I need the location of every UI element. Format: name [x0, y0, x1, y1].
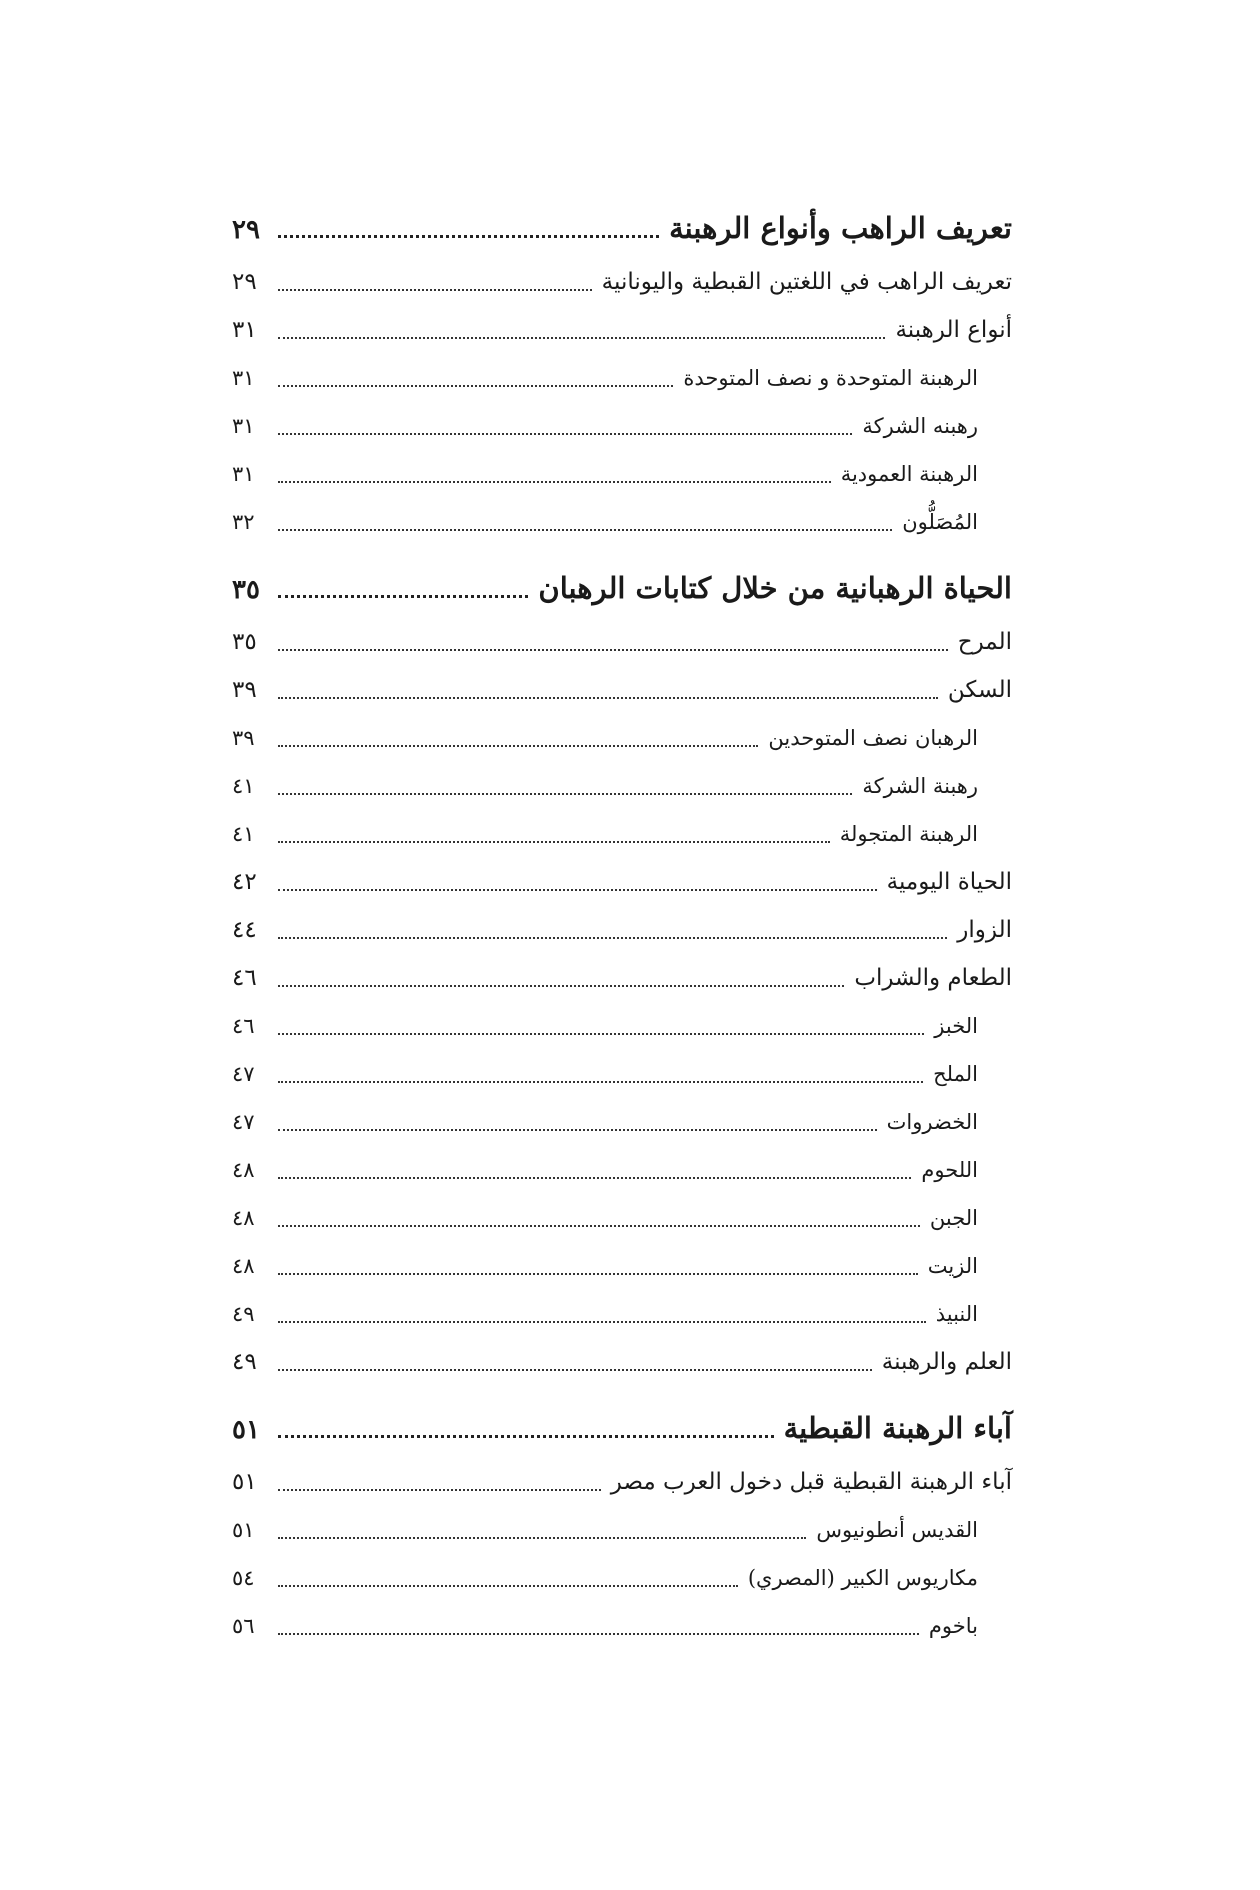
toc-entry-page-number: ٣٥: [232, 629, 257, 655]
toc-subentry: [232, 498, 1012, 546]
toc-subentry-title: اللحوم: [921, 1158, 978, 1182]
dot-leader: [278, 1435, 774, 1438]
toc-entry: [232, 306, 1012, 354]
toc-subentry: [232, 1146, 1012, 1194]
toc-subentry: [232, 1506, 1012, 1554]
toc-subentry-page-number: ٣٩: [232, 726, 255, 750]
toc-entry-page-number: ٥١: [232, 1469, 257, 1495]
dot-leader: [278, 289, 592, 291]
chapter-heading-title: الحياة الرهبانية من خلال كتابات الرهبان: [538, 571, 1012, 605]
dot-leader: [278, 1273, 918, 1275]
toc-subentry-page-number: ٤٨: [232, 1254, 255, 1278]
toc-subentry-title: الرهبنة المتجولة: [839, 822, 978, 846]
toc-subentry: [232, 1290, 1012, 1338]
toc-entry-title: العلم والرهبنة: [881, 1349, 1012, 1375]
toc-subentry-page-number: ٤٨: [232, 1206, 255, 1230]
dot-leader: [278, 745, 758, 747]
dot-leader: [278, 1489, 601, 1491]
dot-leader: [278, 985, 844, 987]
dot-leader: [278, 1537, 806, 1539]
toc-entry-page-number: ٤٤: [232, 917, 257, 943]
dot-leader: [278, 889, 877, 891]
toc-subentry: [232, 1242, 1012, 1290]
toc-subentry-title: الخبز: [934, 1014, 978, 1038]
toc-subentry-title: مكاريوس الكبير (المصري): [747, 1566, 978, 1590]
toc-section: [232, 1398, 1012, 1650]
toc-subentry-title: الرهبان نصف المتوحدين: [768, 726, 978, 750]
dot-leader: [278, 1177, 911, 1179]
toc-entry-page-number: ٤٢: [232, 869, 257, 895]
toc-subentry-page-number: ٣١: [232, 414, 255, 438]
dot-leader: [278, 841, 830, 843]
toc-entry-page-number: ٤٦: [232, 965, 257, 991]
dot-leader: [278, 697, 938, 699]
toc-subentry-page-number: ٥٦: [232, 1614, 255, 1638]
toc-entry-title: تعريف الراهب في اللغتين القبطية واليونانية: [601, 269, 1012, 295]
chapter-heading-page-number: ٣٥: [232, 575, 260, 605]
toc-subentry: [232, 450, 1012, 498]
toc-entry-title: الزوار: [957, 917, 1012, 943]
toc-subentry-title: النبيذ: [935, 1302, 978, 1326]
toc-subentry-title: الرهبنة المتوحدة و نصف المتوحدة: [683, 366, 978, 390]
dot-leader: [278, 433, 852, 435]
dot-leader: [278, 1633, 919, 1635]
dot-leader: [278, 649, 948, 651]
dot-leader: [278, 937, 947, 939]
toc-entry-title: آباء الرهبنة القبطية قبل دخول العرب مصر: [610, 1469, 1012, 1495]
toc-entry-page-number: ٣٩: [232, 677, 257, 703]
toc-subentry-title: الملح: [933, 1062, 978, 1086]
toc-subentry-page-number: ٤٩: [232, 1302, 255, 1326]
toc-entry: [232, 906, 1012, 954]
toc-subentry-title: رهبنه الشركة: [862, 414, 978, 438]
chapter-heading-page-number: ٢٩: [232, 215, 260, 245]
toc-entry-title: المرح: [957, 629, 1012, 655]
dot-leader: [278, 1033, 924, 1035]
toc-subentry: [232, 402, 1012, 450]
dot-leader: [278, 595, 528, 598]
toc-subentry: [232, 354, 1012, 402]
toc-subentry-page-number: ٤٧: [232, 1062, 255, 1086]
toc-entry-page-number: ٤٩: [232, 1349, 257, 1375]
toc-entry: [232, 1458, 1012, 1506]
toc-subentry: [232, 714, 1012, 762]
toc-subentry-page-number: ٤١: [232, 774, 255, 798]
toc-subentry-title: الرهبنة العمودية: [840, 462, 978, 486]
toc-subentry: [232, 1602, 1012, 1650]
toc-subentry-page-number: ٤٨: [232, 1158, 255, 1182]
toc-subentry-page-number: ٥١: [232, 1518, 255, 1542]
toc-subentry-page-number: ٤٦: [232, 1014, 255, 1038]
dot-leader: [278, 1321, 926, 1323]
chapter-heading: [232, 1398, 1012, 1458]
toc-subentry-page-number: ٣٢: [232, 510, 255, 534]
chapter-heading: [232, 558, 1012, 618]
dot-leader: [278, 481, 831, 483]
toc-subentry-title: رهبنة الشركة: [862, 774, 978, 798]
toc-entry-title: الحياة اليومية: [886, 869, 1012, 895]
table-of-contents: [232, 198, 1012, 1650]
toc-entry: [232, 666, 1012, 714]
toc-subentry: [232, 1554, 1012, 1602]
toc-subentry-title: الجبن: [929, 1206, 978, 1230]
dot-leader: [278, 1369, 872, 1371]
toc-entry-title: الطعام والشراب: [854, 965, 1012, 991]
dot-leader: [278, 529, 892, 531]
toc-section: [232, 558, 1012, 1386]
toc-entry: [232, 1338, 1012, 1386]
toc-entry: [232, 954, 1012, 1002]
dot-leader: [278, 235, 659, 238]
toc-subentry-page-number: ٤٧: [232, 1110, 255, 1134]
chapter-heading: [232, 198, 1012, 258]
toc-subentry: [232, 1002, 1012, 1050]
toc-subentry: [232, 810, 1012, 858]
toc-subentry-title: المُصَلُّون: [902, 510, 978, 534]
toc-subentry-title: باخوم: [928, 1614, 978, 1638]
dot-leader: [278, 385, 673, 387]
toc-subentry: [232, 1194, 1012, 1242]
toc-entry: [232, 258, 1012, 306]
dot-leader: [278, 793, 852, 795]
toc-subentry-title: الزيت: [927, 1254, 978, 1278]
toc-entry-title: السكن: [947, 677, 1012, 703]
toc-entry-page-number: ٢٩: [232, 269, 257, 295]
toc-subentry-title: الخضروات: [886, 1110, 978, 1134]
chapter-heading-title: تعريف الراهب وأنواع الرهبنة: [669, 211, 1012, 245]
toc-subentry: [232, 762, 1012, 810]
dot-leader: [278, 1081, 923, 1083]
dot-leader: [278, 337, 885, 339]
toc-entry: [232, 858, 1012, 906]
toc-entry: [232, 618, 1012, 666]
chapter-heading-page-number: ٥١: [232, 1415, 260, 1445]
toc-subentry-page-number: ٥٤: [232, 1566, 255, 1590]
toc-subentry-page-number: ٣١: [232, 366, 255, 390]
toc-section: [232, 198, 1012, 546]
dot-leader: [278, 1129, 877, 1131]
toc-subentry-title: القديس أنطونيوس: [816, 1518, 978, 1542]
chapter-heading-title: آباء الرهبنة القبطية: [783, 1411, 1012, 1445]
toc-entry-title: أنواع الرهبنة: [895, 317, 1012, 343]
toc-subentry-page-number: ٤١: [232, 822, 255, 846]
toc-subentry: [232, 1050, 1012, 1098]
dot-leader: [278, 1225, 920, 1227]
toc-subentry: [232, 1098, 1012, 1146]
toc-subentry-page-number: ٣١: [232, 462, 255, 486]
dot-leader: [278, 1585, 738, 1587]
toc-entry-page-number: ٣١: [232, 317, 257, 343]
